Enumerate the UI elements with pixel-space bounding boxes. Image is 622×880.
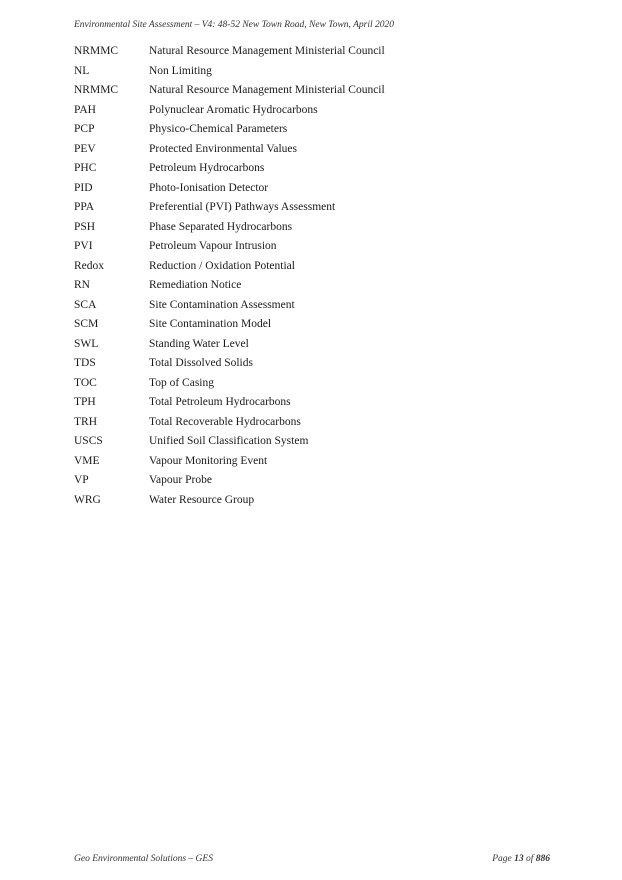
abbreviation-row: [74, 413, 554, 433]
abbreviation-code: WRG: [74, 493, 101, 506]
abbreviation-definition: Remediation Notice: [149, 279, 242, 291]
abbreviation-definition: Protected Environmental Values: [149, 142, 297, 155]
abbreviation-row: [74, 374, 554, 394]
page-header: Environmental Site Assessment – V4: 48-52 New Town Road, New Town, April 2020: [74, 20, 395, 30]
abbreviation-definition: Phase Separated Hydrocarbons: [149, 220, 293, 233]
abbreviation-row: [74, 471, 554, 491]
abbreviation-definition: Photo-Ionisation Detector: [149, 181, 269, 194]
abbreviation-definition: Top of Casing: [149, 376, 214, 389]
abbreviation-definition: Petroleum Vapour Intrusion: [149, 240, 277, 252]
abbreviation-row: [74, 218, 554, 238]
page-indicator: [492, 854, 550, 864]
abbreviation-row: [74, 354, 554, 374]
abbreviation-row: [74, 81, 554, 101]
abbreviation-row: [74, 315, 554, 335]
abbreviation-code: PEV: [74, 142, 96, 155]
abbreviation-definition: Non Limiting: [149, 64, 212, 77]
abbreviation-definition: Unified Soil Classification System: [149, 435, 309, 447]
abbreviation-code: SCA: [74, 298, 97, 311]
abbreviation-code: TDS: [74, 357, 96, 369]
abbreviation-definition: Reduction / Oxidation Potential: [149, 259, 295, 272]
abbreviation-code: Redox: [74, 259, 105, 272]
abbreviation-definition: Standing Water Level: [149, 337, 249, 350]
abbreviation-definition: Total Recoverable Hydrocarbons: [149, 415, 301, 428]
abbreviation-row: [74, 257, 554, 277]
abbreviation-row: [74, 432, 554, 452]
abbreviation-code: NL: [74, 64, 90, 77]
abbreviation-code: SWL: [74, 337, 99, 350]
abbreviation-definition: Physico-Chemical Parameters: [149, 123, 288, 135]
abbreviation-code: VP: [74, 474, 89, 486]
page-number: 13: [514, 854, 524, 864]
abbreviation-row: [74, 120, 554, 140]
footer-company: Geo Environmental Solutions – GES: [74, 854, 213, 864]
abbreviation-row: [74, 452, 554, 472]
abbreviation-code: TRH: [74, 415, 97, 428]
abbreviation-code: TOC: [74, 376, 97, 389]
abbreviation-definition: Vapour Probe: [149, 474, 212, 486]
abbreviation-definition: Vapour Monitoring Event: [149, 454, 268, 467]
abbreviation-list: [74, 42, 554, 510]
abbreviation-row: [74, 276, 554, 296]
abbreviation-code: PSH: [74, 220, 96, 233]
abbreviation-code: RN: [74, 279, 90, 291]
abbreviation-row: [74, 393, 554, 413]
abbreviation-definition: Natural Resource Management Ministerial Council: [149, 45, 385, 57]
abbreviation-row: [74, 198, 554, 218]
abbreviation-definition: Natural Resource Management Ministerial Council: [149, 84, 385, 96]
abbreviation-code: VME: [74, 454, 100, 467]
abbreviation-row: [74, 140, 554, 160]
abbreviation-row: [74, 491, 554, 511]
abbreviation-definition: Total Dissolved Solids: [149, 357, 253, 369]
page-total: 886: [535, 854, 550, 864]
abbreviation-definition: Water Resource Group: [149, 493, 255, 506]
abbreviation-code: USCS: [74, 435, 103, 447]
page-footer: [74, 854, 550, 864]
abbreviation-code: PID: [74, 181, 93, 194]
abbreviation-row: [74, 335, 554, 355]
abbreviation-code: PPA: [74, 201, 95, 213]
abbreviation-code: PAH: [74, 103, 96, 116]
abbreviation-code: PVI: [74, 240, 93, 252]
abbreviation-code: SCM: [74, 318, 99, 330]
abbreviation-row: [74, 101, 554, 121]
abbreviation-code: PHC: [74, 162, 97, 174]
abbreviation-row: [74, 159, 554, 179]
abbreviation-row: [74, 42, 554, 62]
abbreviation-definition: Polynuclear Aromatic Hydrocarbons: [149, 103, 318, 116]
page-of: of: [525, 854, 534, 864]
abbreviation-code: PCP: [74, 123, 95, 135]
abbreviation-row: [74, 296, 554, 316]
abbreviation-code: NRMMC: [74, 45, 119, 57]
abbreviation-code: NRMMC: [74, 84, 119, 96]
abbreviation-definition: Site Contamination Assessment: [149, 298, 295, 311]
abbreviation-definition: Total Petroleum Hydrocarbons: [149, 396, 291, 408]
abbreviation-row: [74, 237, 554, 257]
abbreviation-code: TPH: [74, 396, 96, 408]
abbreviation-definition: Petroleum Hydrocarbons: [149, 162, 265, 174]
abbreviation-definition: Preferential (PVI) Pathways Assessment: [149, 201, 336, 213]
page-prefix: Page: [492, 854, 512, 864]
abbreviation-definition: Site Contamination Model: [149, 318, 272, 330]
abbreviation-row: [74, 62, 554, 82]
abbreviation-row: [74, 179, 554, 199]
